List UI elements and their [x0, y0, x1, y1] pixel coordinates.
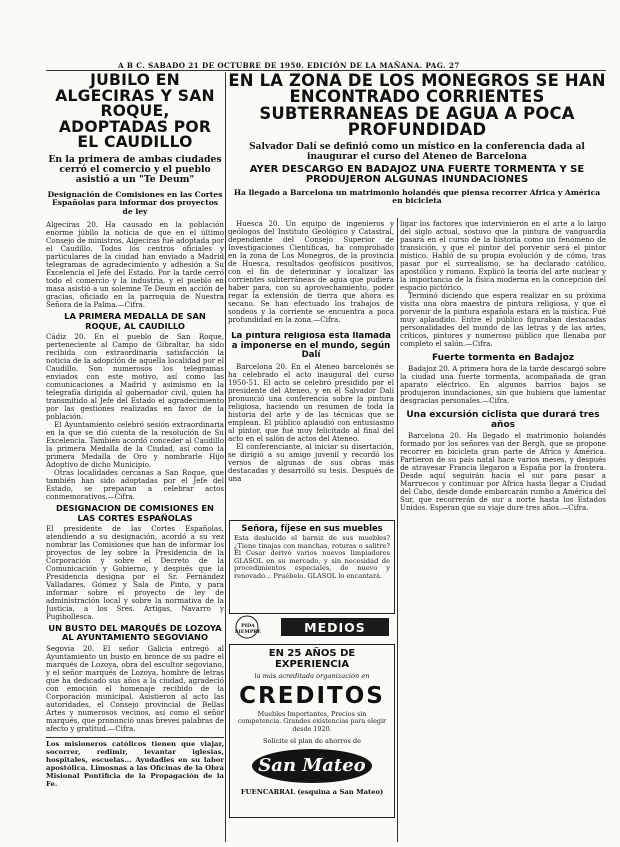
main-headline-block [228, 71, 606, 221]
ad-glasol [229, 520, 395, 614]
mid-p3: El conferenciante, al iniciar su disertación, se dirigió a su amigo juvenil y recordó los versos de algunas de sus obras más destacadas y desarrolló su tesis. Después de una [228, 441, 394, 483]
left-p6: Segovia 20. El señor Galicia entregó al Ayuntamiento un busto en bronce de su padre el marqués de Lozoya, obra del escultor segoviano, y el señor marqués de Lozoya, hombre de letras que ha dedicado sus años a la ciudad, agradeció con emoción el homenaje recibido de la Corporación municipal. Asistieron al acto las autoridades, el Consejo provincial de Bellas Artes y numerosos vecinos, así como el señor marqués, que pronunció unas breves palabras de afecto y gratitud.—Cifra. [46, 643, 224, 733]
ad-sm-sub: la más acreditada organización en [254, 672, 370, 680]
ad-glasol-text: Esta deslucido el barniz de sus muebles? ¿Tiene tinajas con manchas, roturas o salitre? El Cesar derivó varios nuevos limpiadores GLASOL en su mercado, y sin necesidad de procedimientos especiales, de nuevo y renovado... Pruébelo. GLASOL lo encantará. [234, 534, 390, 580]
ad-medios-badge: MEDIOS [304, 620, 366, 635]
left-subhead: En la primera de ambas ciudades cerró el comercio y el pueblo asistió a un "Te Deum" [48, 153, 222, 186]
ad-medios [229, 615, 393, 639]
right-sect2: Una excursión ciclista que durará tres años [406, 410, 600, 430]
ad-sm-small: Muebles Importantes, Precios sin competencia. Grandes existencias para elegir desde 1920. [237, 710, 387, 733]
ad-san-mateo [229, 644, 395, 818]
left-sect3: UN BUSTO DEL MARQUÉS DE LOZOYA AL AYUNTAMIENTO SEGOVIANO [48, 622, 222, 643]
left-sect2: DESIGNACION DE COMISIONES EN LAS CORTES ESPAÑOLAS [56, 503, 214, 523]
right-p1: ligar los factores que intervinieron en el arte a lo largo del siglo actual, sostuvo que la pintura de vanguardia pasará en el curso de la historia como un fenómeno de transición, y que el pintor del porvenir será el pintor místico. Habló de su propia evolución y de cómo, tras pasar por el surrealismo, se ha declarado católico, apostólico y romano. Explicó la teoría del arte nuclear y la importancia de la física moderna en la concepción del espacio pictórico. [400, 220, 606, 292]
ad-glasol-title: Señora, fíjese en sus muebles [241, 523, 383, 533]
right-column [400, 220, 606, 847]
mid-p2: Barcelona 20. En el Ateneo barcelonés se ha celebrado el acto inaugural del curso 1950-51. El acto se celebró presidido por el presidente del Ateneo, y en él Salvador Dalí pronunció una conferencia sobre la pintura religiosa, haciendo un resumen de toda la historia del arte y de las técnicas que se emplean. El público aplaudió con entusiasmo al pintor, que fué muy felicitado al final del acto en el salón de actos del Ateneo. [228, 361, 394, 443]
ad-sm-addr: FUENCARRAL (esquina a San Mateo) [240, 788, 384, 797]
dali-article [228, 332, 394, 514]
main-subhead: Salvador Dalí se definió como un místico en la conferencia dada al inaugurar el curso del Ateneo de Barcelona [249, 141, 585, 162]
left-column [46, 71, 224, 847]
left-p5: El presidente de las Cortes Españolas, atendiendo a su designación, acordó a su vez nombrar las Comisiones que han de informar los proyectos de ley sobre la Presidencia de la Corporación y sobre el Decreto de la Comunicación y Gobierno, y después que la Presidencia designa por el Sr. Fernández Valladares, Gómez y Sala de Pinto, y para informar sobre el proyecto de ley de administración local y sobre la normativa de la Justicia, a los Sres. Artigas, Navarro y Pugibollesca. [46, 523, 224, 621]
right-p4: Barcelona 20. Ha llegado el matrimonio holandés formado por los señores van der Bergh, que se propone recorrer en bicicleta gran parte de Africa y América. Partieron de su país natal hace varios meses, y después de atravesar Francia llegaron a España por la frontera. Desde aquí seguirán hacia el sur para pasar a Marruecos y continuar por Africa hasta llegar a Ciudad del Cabo, desde donde embarcarán rumbo a América del Sur, que recorrerán de sur a norte hasta los Estados Unidos. Esperan que su viaje dure tres años.—Cifra. [400, 431, 606, 513]
right-p2: Terminó diciendo que espera realizar en su próxima visita una obra maestra de pintura religiosa, y que el porvenir de la pintura española estará en la mística. Fué muy aplaudido. Entre el público figuraban destacadas personalidades del mundo de las letras y de las artes, críticos, pintores y numeroso público que llenaba por completo el salón.—Cifra. [400, 291, 606, 348]
ad-sm-top: EN 25 AÑOS DE EXPERIENCIA [268, 648, 356, 670]
ad-sm-line: Solicite el plan de ahorros de [262, 737, 362, 746]
left-p1: Algeciras 20. Ha causado en la población enorme júbilo la noticia de que en el último Consejo de ministros, Algeciras fué adoptada por el Caudillo. Todos los centros oficiales y particulares de la ciudad han enviado a Madrid telegramas de agradecimiento y adhesión a Su Excelencia el Jefe del Estado. Por la tarde cerró todo el comercio y la industria, y el pueblo en masa asistió a un solemne Te Deum en acción de gracias, oficiado en la parroquia de Nuestra Señora de la Palma.—Cifra. [46, 220, 224, 310]
main-deck2: Ha llegado a Barcelona un matrimonio holandés que piensa recorrer Africa y América en bicicleta [233, 187, 601, 206]
mission-notice: Los misioneros católicos tienen que viajar, socorrer, redimir, levantar iglesias, hospitales, escuelas... Ayudadles en su labor apostólica. Limosnas a las Oficinas de la Obra Misional Pontificia de la Propagación de la Fe. [46, 739, 224, 788]
ad-sm-logo [252, 749, 372, 783]
ad-sm-big: CREDITOS [239, 683, 385, 709]
left-headline: JUBILO EN ALGECIRAS Y SAN ROQUE, ADOPTADAS POR EL CAUDILLO [55, 71, 215, 152]
mid-sect1: La pintura religiosa está llamada a imponerse en el mundo, según Dalí [231, 332, 391, 361]
mid-p1: Huesca 20. Un equipo de ingenieros y geólogos del Instituto Geológico y Catastral, dependiente del Consejo Superior de Investigaciones Científicas, ha comprobado en la zona de Los Monegros, de la provincia de Huesca, resultados geofísicos positivos, con el fin de determinar y localizar las corrientes subterráneas de agua que pudiera haber para, con su aprovechamiento, poder regar la extensión de tierra que ahora es secano. Se han efectuado los trabajos de sondeos y la corriente se encuentra a poca profundidad en la zona.—Cifra. [228, 220, 394, 324]
right-p3: Badajoz 20. A primera hora de la tarde descargó sobre la ciudad una fuerte tormenta, acompañada de gran aparato eléctrico. En algunos barrios bajos se produjeron inundaciones, sin que hubiera que lamentar desgracias personales.—Cifra. [400, 364, 606, 406]
column-rule-2 [397, 218, 398, 842]
left-p2: Cádiz 20. En el pueblo de San Roque, perteneciente al Campo de Gibraltar, ha sido recibida con extraordinaria satisfacción la noticia de la adopción de aquella localidad por el Caudillo. Son numerosos los telegramas enviados con este motivo, así como las comunicaciones a Madrid y asimismo en la telegrafía dirigida al gobernador civil, quien ha transmitido al Jefe del Estado el agradecimiento por las gestiones realizadas en favor de la población. [46, 332, 224, 422]
column-rule-1 [225, 72, 226, 842]
main-headline: EN LA ZONA DE LOS MONEGROS SE HAN ENCONTRADO CORRIENTES SUBTERRANEAS DE AGUA A POCA PROFUNDIDAD [228, 71, 606, 140]
left-sect1: LA PRIMERA MEDALLA DE SAN ROQUE, AL CAUDILLO [64, 311, 206, 331]
main-deck: AYER DESCARGO EN BADAJOZ UNA FUERTE TORMENTA Y SE PRODUJERON ALGUNAS INUNDACIONES [249, 163, 585, 186]
middle-column [228, 220, 394, 332]
left-sub2: Designación de Comisiones en las Cortes Españolas para informar dos proyectos de ley [47, 189, 223, 216]
page-header: A B C. SABADO 21 DE OCTUBRE DE 1950. EDICIÓN DE LA MAÑANA. PAG. 27 [118, 61, 460, 70]
left-p4: Otras localidades cercanas a San Roque, que también han sido adoptadas por el Jefe del Estado, se preparan a celebrar actos conmemorativos.—Cifra. [46, 468, 224, 502]
left-p3: El Ayuntamiento celebró sesión extraordinaria en la que se dió cuenta de la resolución de Su Excelencia. También acordó conceder al Caudillo la primera Medalla de la Ciudad, así como la primera Medalla de Oro y nombrarle Hijo Adoptivo de dicho Municipio. [46, 420, 224, 470]
ad-medios-left: PIDA SIEMPRE [235, 623, 261, 635]
ad-sm-brand: San Mateo [258, 755, 366, 777]
right-sect1: Fuerte tormenta en Badajoz [431, 353, 575, 363]
